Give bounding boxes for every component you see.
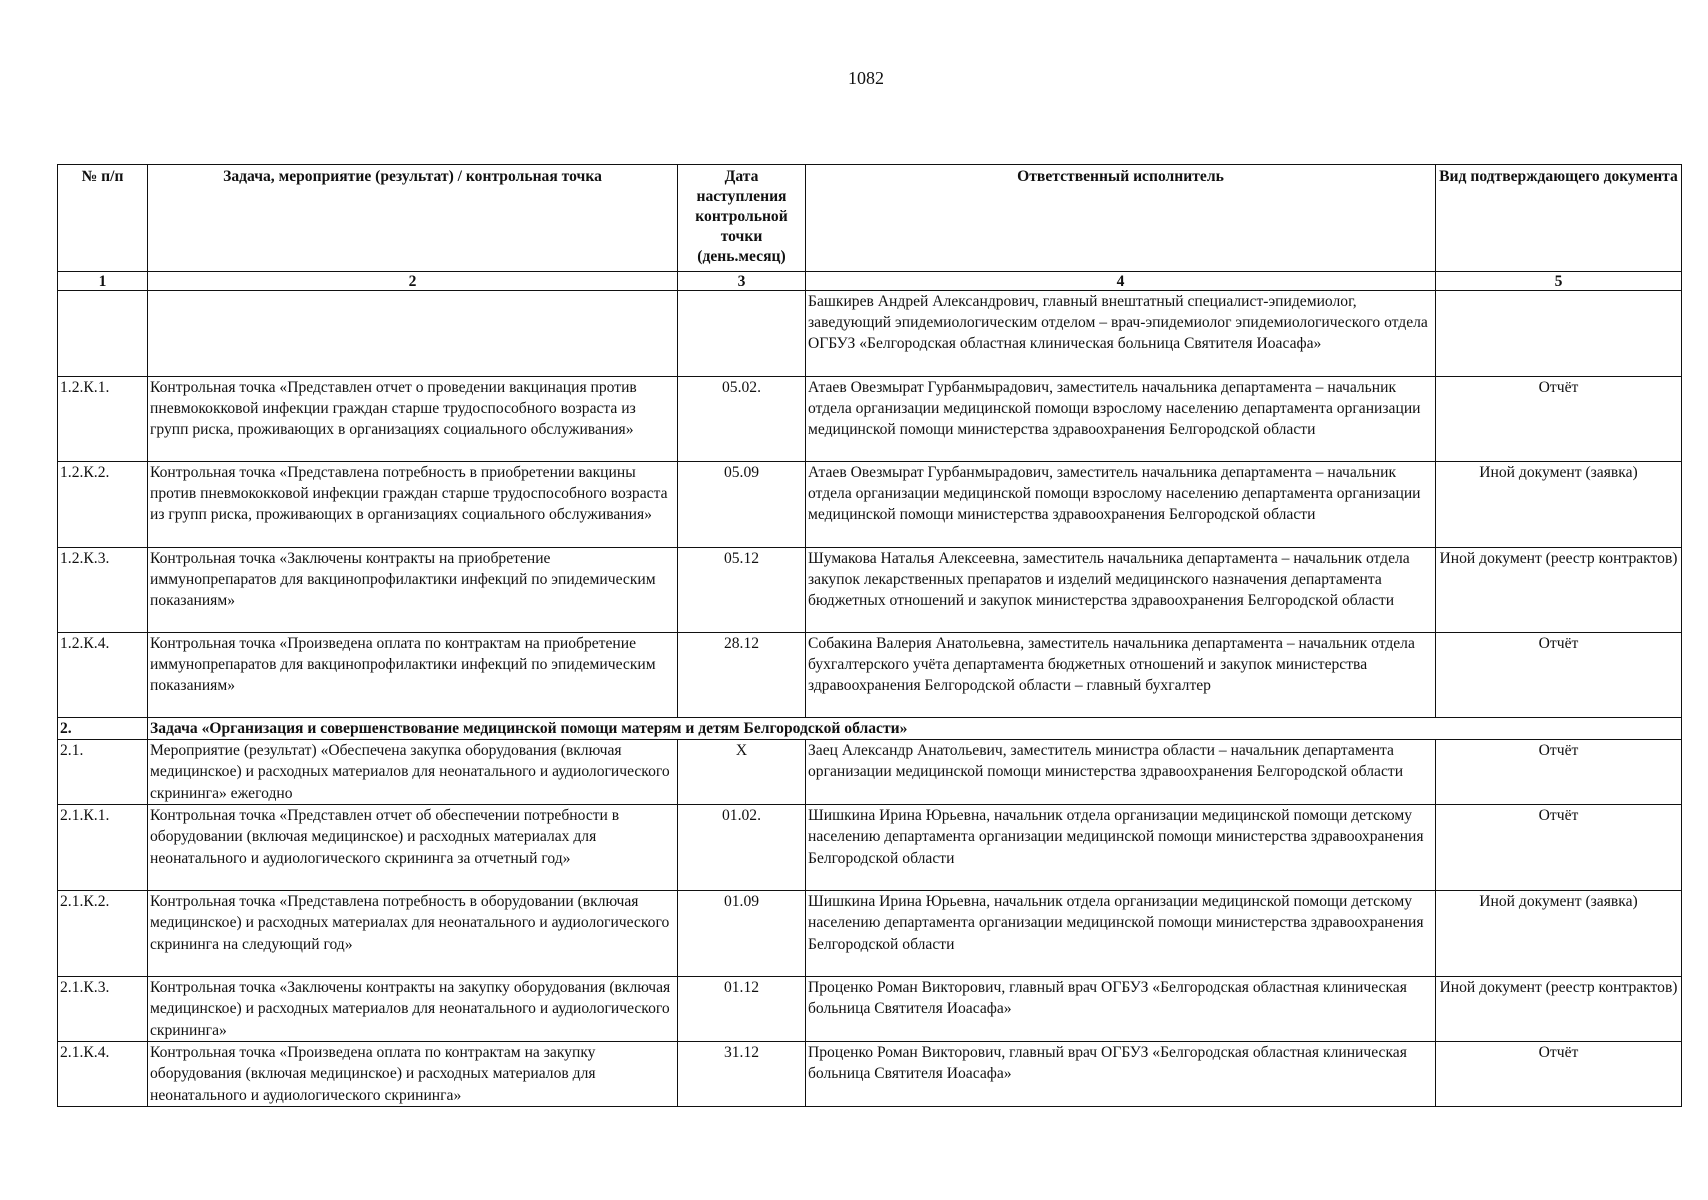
task-text: Контрольная точка «Представлен отчет об обеспечении потребности в оборудовании (включая медицинское) и расходных материалах для неонатального и аудиологического скрининга за отчетный год» xyxy=(148,805,678,891)
table-row xyxy=(58,805,1682,891)
responsible-person: Проценко Роман Викторович, главный врач ОГБУЗ «Белгородская областная клиническая больница Святителя Иоасафа» xyxy=(806,977,1436,1042)
control-points-table xyxy=(57,164,1682,1107)
row-number: 1.2.К.2. xyxy=(58,462,148,548)
row-number: 1.2.К.4. xyxy=(58,633,148,718)
responsible-person: Собакина Валерия Анатольевна, заместитель начальника департамента – начальник отдела бухгалтерского учёта департамента бюджетных отношений и закупок министерства здравоохранения Белгородской области – главный бухгалтер xyxy=(806,633,1436,718)
row-number: 2.1.К.3. xyxy=(58,977,148,1042)
document-type: Иной документ (заявка) xyxy=(1436,891,1682,977)
row-number: 1.2.К.1. xyxy=(58,377,148,462)
responsible-person: Башкирев Андрей Александрович, главный внештатный специалист-эпидемиолог, заведующий эпидемиологическим отделом – врач-эпидемиолог эпидемиологического отдела ОГБУЗ «Белгородская областная клиническая больница Святителя Иоасафа» xyxy=(806,291,1436,377)
task-text: Контрольная точка «Заключены контракты на приобретение иммунопрепаратов для вакцинопрофилактики инфекций по эпидемическим показаниям» xyxy=(148,548,678,633)
control-date: 01.02. xyxy=(678,805,806,891)
column-number: 5 xyxy=(1436,272,1682,291)
row-number: 2.1.К.2. xyxy=(58,891,148,977)
header-document-type: Вид подтверждающего документа xyxy=(1436,165,1682,272)
responsible-person: Заец Александр Анатольевич, заместитель министра области – начальник департамента организации медицинской помощи министерства здравоохранения Белгородской области xyxy=(806,740,1436,805)
control-date: 31.12 xyxy=(678,1042,806,1107)
task-text xyxy=(148,291,678,377)
table-row xyxy=(58,1042,1682,1107)
table-body xyxy=(58,291,1682,1107)
document-type: Иной документ (реестр контрактов) xyxy=(1436,977,1682,1042)
table-row xyxy=(58,891,1682,977)
column-number: 4 xyxy=(806,272,1436,291)
header-row xyxy=(58,165,1682,272)
section-title: Задача «Организация и совершенствование медицинской помощи матерям и детям Белгородской области» xyxy=(148,718,1682,740)
column-number: 2 xyxy=(148,272,678,291)
column-number: 1 xyxy=(58,272,148,291)
document-type: Отчёт xyxy=(1436,633,1682,718)
control-date xyxy=(678,291,806,377)
responsible-person: Атаев Овезмырат Гурбанмырадович, заместитель начальника департамента – начальник отдела организации медицинской помощи взрослому населению департамента организации медицинской помощи министерства здравоохранения Белгородской области xyxy=(806,377,1436,462)
column-numbers-row xyxy=(58,272,1682,291)
table-row xyxy=(58,548,1682,633)
section-number: 2. xyxy=(58,718,148,740)
table-row xyxy=(58,740,1682,805)
control-date: 01.12 xyxy=(678,977,806,1042)
document-type: Отчёт xyxy=(1436,740,1682,805)
table-row xyxy=(58,977,1682,1042)
task-text: Контрольная точка «Заключены контракты на закупку оборудования (включая медицинское) и расходных материалов для неонатального и аудиологического скрининга» xyxy=(148,977,678,1042)
table-row xyxy=(58,462,1682,548)
task-text: Контрольная точка «Представлена потребность в оборудовании (включая медицинское) и расходных материалах для неонатального и аудиологического скрининга на следующий год» xyxy=(148,891,678,977)
document-type: Иной документ (реестр контрактов) xyxy=(1436,548,1682,633)
header-number: № п/п xyxy=(58,165,148,272)
responsible-person: Шумакова Наталья Алексеевна, заместитель начальника департамента – начальник отдела закупок лекарственных препаратов и изделий медицинского назначения департамента бюджетных отношений и закупок министерства здравоохранения Белгородской области xyxy=(806,548,1436,633)
control-date: 28.12 xyxy=(678,633,806,718)
document-type: Отчёт xyxy=(1436,377,1682,462)
section-row xyxy=(58,718,1682,740)
document-type xyxy=(1436,291,1682,377)
task-text: Контрольная точка «Представлена потребность в приобретении вакцины против пневмококковой инфекции граждан старше трудоспособного возраста из групп риска, проживающих в организациях социального обслуживания» xyxy=(148,462,678,548)
responsible-person: Проценко Роман Викторович, главный врач ОГБУЗ «Белгородская областная клиническая больница Святителя Иоасафа» xyxy=(806,1042,1436,1107)
document-type: Отчёт xyxy=(1436,805,1682,891)
row-number xyxy=(58,291,148,377)
table-row xyxy=(58,633,1682,718)
document-type: Отчёт xyxy=(1436,1042,1682,1107)
responsible-person: Шишкина Ирина Юрьевна, начальник отдела организации медицинской помощи детскому населению департамента организации медицинской помощи министерства здравоохранения Белгородской области xyxy=(806,891,1436,977)
control-date: 05.12 xyxy=(678,548,806,633)
responsible-person: Шишкина Ирина Юрьевна, начальник отдела организации медицинской помощи детскому населению департамента организации медицинской помощи министерства здравоохранения Белгородской области xyxy=(806,805,1436,891)
responsible-person: Атаев Овезмырат Гурбанмырадович, заместитель начальника департамента – начальник отдела организации медицинской помощи взрослому населению департамента организации медицинской помощи министерства здравоохранения Белгородской области xyxy=(806,462,1436,548)
row-number: 2.1.К.1. xyxy=(58,805,148,891)
header-task: Задача, мероприятие (результат) / контрольная точка xyxy=(148,165,678,272)
task-text: Мероприятие (результат) «Обеспечена закупка оборудования (включая медицинское) и расходных материалов для неонатального и аудиологического скрининга» ежегодно xyxy=(148,740,678,805)
header-responsible: Ответственный исполнитель xyxy=(806,165,1436,272)
column-number: 3 xyxy=(678,272,806,291)
task-text: Контрольная точка «Произведена оплата по контрактам на приобретение иммунопрепаратов для вакцинопрофилактики инфекций по эпидемическим показаниям» xyxy=(148,633,678,718)
task-text: Контрольная точка «Представлен отчет о проведении вакцинация против пневмококковой инфекции граждан старше трудоспособного возраста из групп риска, проживающих в организациях социального обслуживания» xyxy=(148,377,678,462)
control-date: 05.09 xyxy=(678,462,806,548)
table-row xyxy=(58,291,1682,377)
control-date: 05.02. xyxy=(678,377,806,462)
row-number: 2.1. xyxy=(58,740,148,805)
control-date: 01.09 xyxy=(678,891,806,977)
page-number: 1082 xyxy=(848,68,884,88)
row-number: 1.2.К.3. xyxy=(58,548,148,633)
task-text: Контрольная точка «Произведена оплата по контрактам на закупку оборудования (включая медицинское) и расходных материалов для неонатального и аудиологического скрининга» xyxy=(148,1042,678,1107)
control-date: Х xyxy=(678,740,806,805)
header-date: Дата наступления контрольной точки (день.месяц) xyxy=(678,165,806,272)
table-row xyxy=(58,377,1682,462)
row-number: 2.1.К.4. xyxy=(58,1042,148,1107)
document-type: Иной документ (заявка) xyxy=(1436,462,1682,548)
